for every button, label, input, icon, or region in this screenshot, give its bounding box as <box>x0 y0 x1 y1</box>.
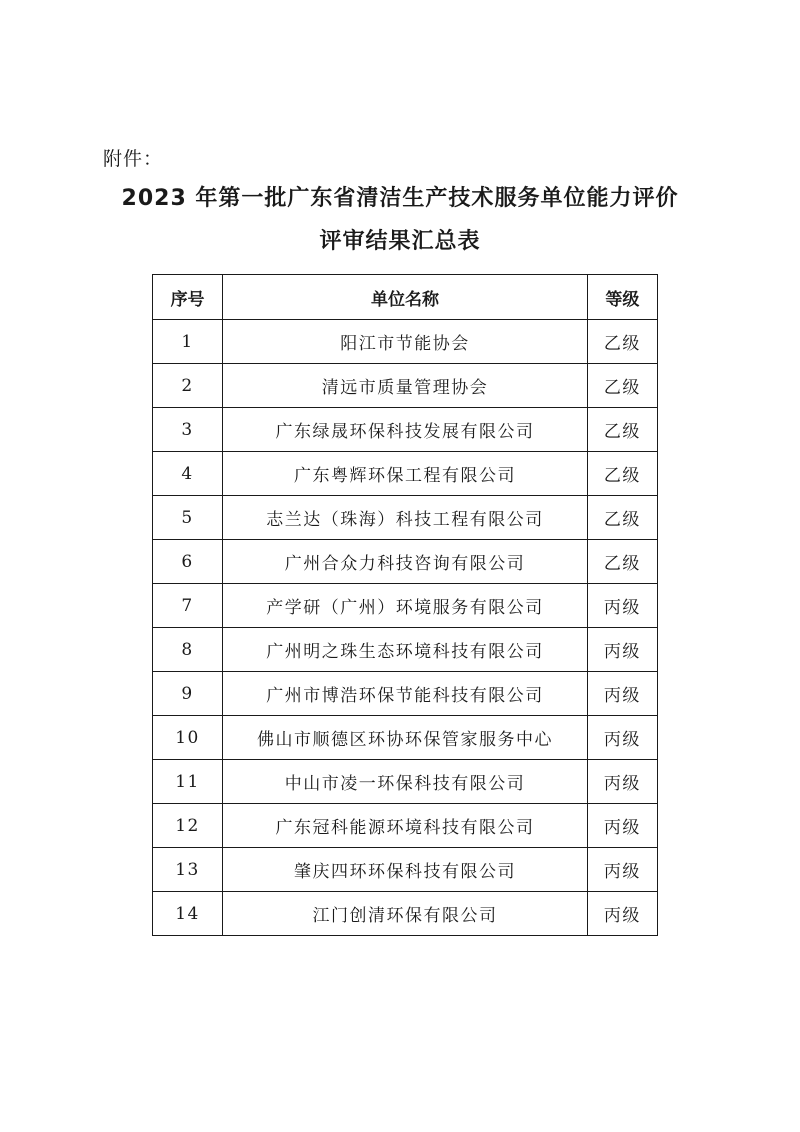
cell-serial-number: 2 <box>153 364 223 408</box>
cell-serial-number: 8 <box>153 628 223 672</box>
cell-grade: 丙级 <box>587 584 657 628</box>
table-row <box>153 408 658 452</box>
cell-unit-name: 江门创清环保有限公司 <box>223 892 588 936</box>
cell-serial-number: 7 <box>153 584 223 628</box>
cell-serial-number: 13 <box>153 848 223 892</box>
results-table <box>152 274 658 936</box>
attachment-label: 附件： <box>103 148 164 170</box>
cell-serial-number: 11 <box>153 760 223 804</box>
cell-serial-number: 3 <box>153 408 223 452</box>
table-row <box>153 892 658 936</box>
cell-unit-name: 广东绿晟环保科技发展有限公司 <box>223 408 588 452</box>
cell-unit-name: 广州合众力科技咨询有限公司 <box>223 540 588 584</box>
cell-grade: 丙级 <box>587 672 657 716</box>
table-header-row <box>153 275 658 320</box>
cell-unit-name: 广州市博浩环保节能科技有限公司 <box>223 672 588 716</box>
cell-serial-number: 6 <box>153 540 223 584</box>
cell-grade: 乙级 <box>587 320 657 364</box>
cell-unit-name: 产学研（广州）环境服务有限公司 <box>223 584 588 628</box>
cell-serial-number: 12 <box>153 804 223 848</box>
table-row <box>153 540 658 584</box>
cell-unit-name: 广州明之珠生态环境科技有限公司 <box>223 628 588 672</box>
header-serial-number: 序号 <box>153 275 223 320</box>
cell-serial-number: 9 <box>153 672 223 716</box>
table-row <box>153 716 658 760</box>
cell-grade: 丙级 <box>587 716 657 760</box>
cell-grade: 乙级 <box>587 452 657 496</box>
table-row <box>153 628 658 672</box>
cell-serial-number: 10 <box>153 716 223 760</box>
cell-serial-number: 5 <box>153 496 223 540</box>
table-row <box>153 364 658 408</box>
cell-unit-name: 志兰达（珠海）科技工程有限公司 <box>223 496 588 540</box>
cell-unit-name: 清远市质量管理协会 <box>223 364 588 408</box>
cell-unit-name: 肇庆四环环保科技有限公司 <box>223 848 588 892</box>
table-row <box>153 672 658 716</box>
cell-grade: 丙级 <box>587 804 657 848</box>
cell-serial-number: 14 <box>153 892 223 936</box>
cell-grade: 乙级 <box>587 496 657 540</box>
header-grade: 等级 <box>587 275 657 320</box>
cell-grade: 丙级 <box>587 760 657 804</box>
cell-serial-number: 4 <box>153 452 223 496</box>
table-row <box>153 760 658 804</box>
cell-serial-number: 1 <box>153 320 223 364</box>
cell-grade: 乙级 <box>587 540 657 584</box>
table-row <box>153 584 658 628</box>
table-row <box>153 452 658 496</box>
cell-unit-name: 阳江市节能协会 <box>223 320 588 364</box>
document-title-line-1: 2023 年第一批广东省清洁生产技术服务单位能力评价 <box>121 186 679 211</box>
cell-grade: 乙级 <box>587 364 657 408</box>
table-row <box>153 804 658 848</box>
cell-grade: 乙级 <box>587 408 657 452</box>
table-row <box>153 848 658 892</box>
cell-unit-name: 广东粤辉环保工程有限公司 <box>223 452 588 496</box>
cell-unit-name: 佛山市顺德区环协环保管家服务中心 <box>223 716 588 760</box>
table-row <box>153 496 658 540</box>
cell-unit-name: 广东冠科能源环境科技有限公司 <box>223 804 588 848</box>
document-title-line-2: 评审结果汇总表 <box>319 229 481 254</box>
cell-grade: 丙级 <box>587 628 657 672</box>
header-unit-name: 单位名称 <box>223 275 588 320</box>
table-row <box>153 320 658 364</box>
cell-grade: 丙级 <box>587 848 657 892</box>
cell-grade: 丙级 <box>587 892 657 936</box>
cell-unit-name: 中山市凌一环保科技有限公司 <box>223 760 588 804</box>
